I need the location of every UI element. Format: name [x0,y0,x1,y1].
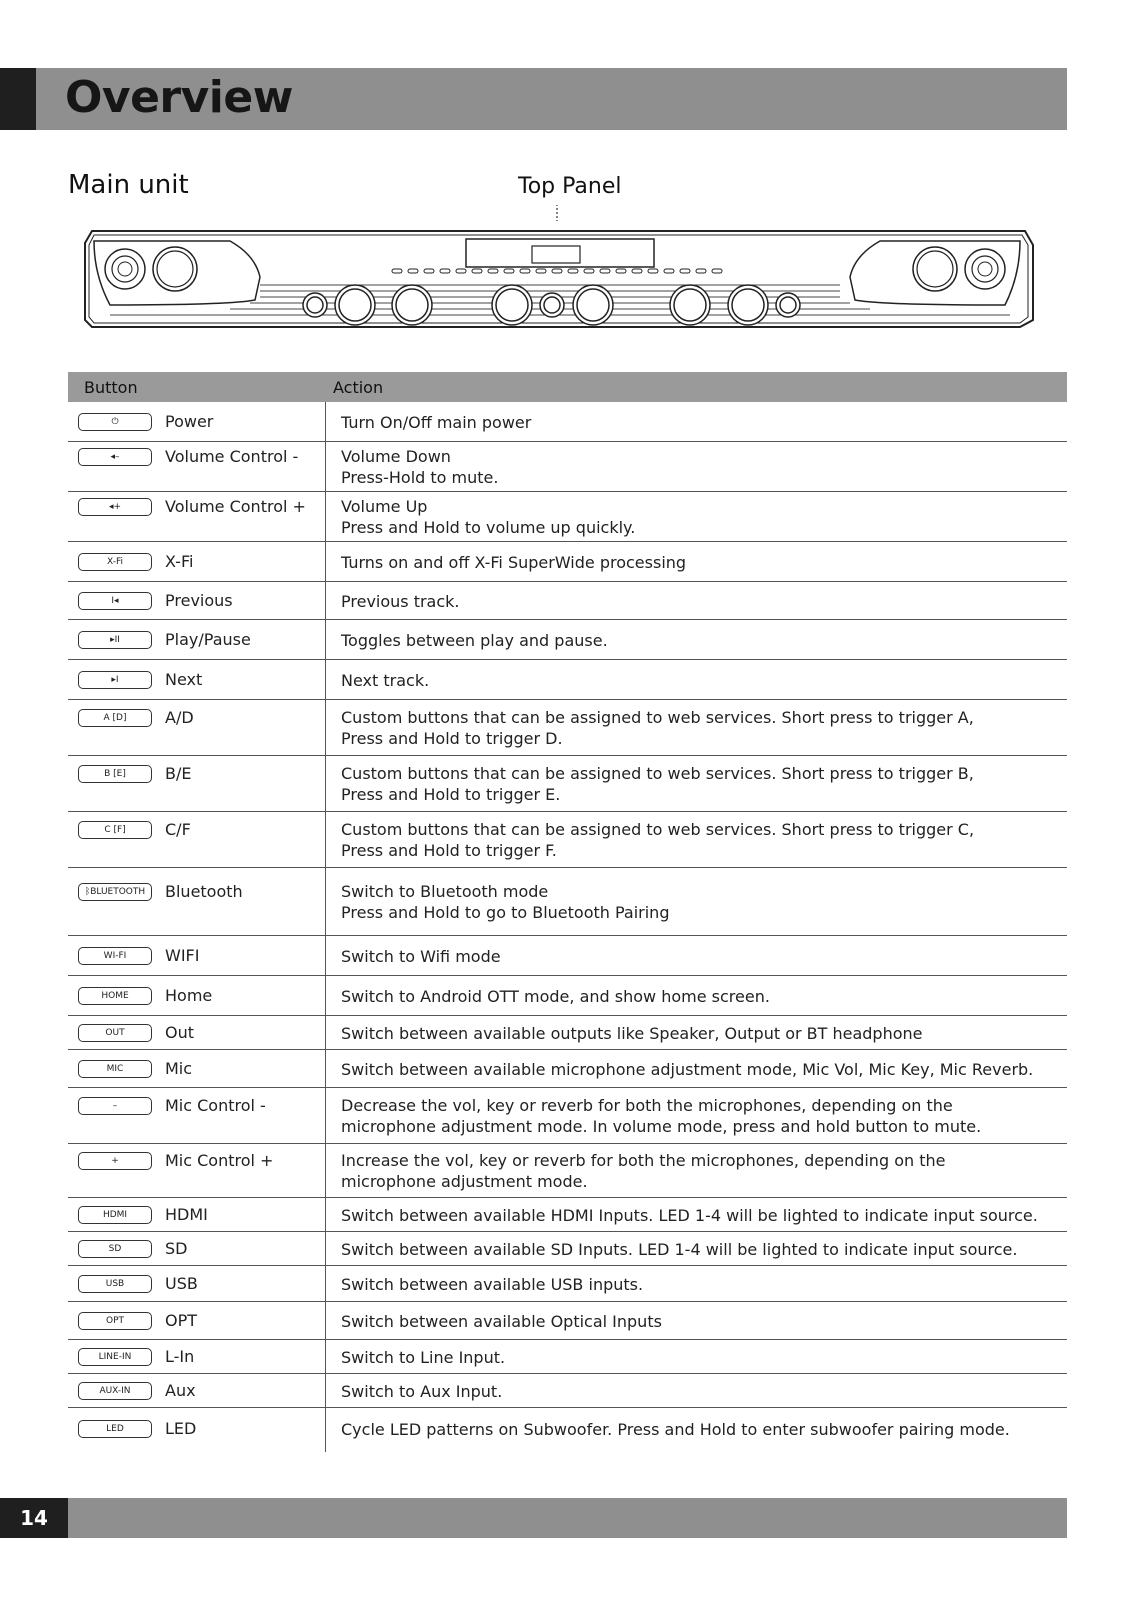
button-name: Power [165,412,214,431]
button-symbol-icon: HOME [78,987,152,1005]
action-line: Press and Hold to trigger F. [341,841,557,860]
action-text [341,1150,945,1192]
button-symbol-icon: USB [78,1275,152,1293]
action-line: Custom buttons that can be assigned to web services. Short press to trigger C, [341,820,975,839]
button-name: Previous [165,591,233,610]
action-line: Switch to Wifi mode [341,946,501,966]
action-line: Switch to Bluetooth mode [341,882,549,901]
button-symbol-icon: ◂+ [78,498,152,516]
section-title: Main unit [68,170,189,200]
button-symbol-icon: I◂ [78,592,152,610]
button-symbol-icon: HDMI [78,1206,152,1224]
header-accent [0,68,36,130]
action-text [341,496,635,538]
table-row [68,1088,1067,1144]
button-symbol-icon: ᛒBLUETOOTH [78,883,152,901]
table-row [68,1408,1067,1450]
action-line: Press and Hold to trigger D. [341,729,563,748]
table-row [68,402,1067,442]
button-symbol-icon: – [78,1097,152,1115]
table-row [68,812,1067,868]
table-row [68,1198,1067,1232]
button-name: USB [165,1274,198,1293]
button-symbol-icon: X-Fi [78,553,152,571]
action-line: Switch between available outputs like Speaker, Output or BT headphone [341,1023,923,1043]
table-row [68,868,1067,936]
button-name: LED [165,1419,197,1438]
button-name: WIFI [165,946,200,965]
button-name: Play/Pause [165,630,251,649]
table-row [68,1144,1067,1198]
table-row [68,1050,1067,1088]
button-name: Volume Control + [165,497,306,516]
button-name: HDMI [165,1205,208,1224]
top-panel-label: Top Panel [518,174,622,199]
action-line: Volume Down [341,447,451,466]
action-text [341,412,531,433]
table-row [68,700,1067,756]
button-symbol-icon: C [F] [78,821,152,839]
action-line: Press and Hold to volume up quickly. [341,518,636,537]
button-name: Volume Control - [165,447,299,466]
table-row [68,936,1067,976]
action-text [341,1023,923,1044]
table-row [68,1232,1067,1266]
button-name: B/E [165,764,192,783]
button-name: C/F [165,820,191,839]
action-text [341,630,608,651]
action-line: microphone adjustment mode. In volume mode, press and hold button to mute. [341,1117,982,1136]
button-name: Aux [165,1381,196,1400]
action-line: Toggles between play and pause. [341,630,608,650]
button-name: Mic Control + [165,1151,274,1170]
button-symbol-icon: ⏻ [78,413,152,431]
action-line: Switch between available Optical Inputs [341,1311,662,1331]
action-line: Custom buttons that can be assigned to web services. Short press to trigger B, [341,764,974,783]
table-body [68,402,1067,1450]
table-row [68,1016,1067,1050]
action-line: Turns on and off X-Fi SuperWide processing [341,552,687,572]
action-line: Switch to Android OTT mode, and show home screen. [341,986,770,1006]
header-button: Button [84,378,138,397]
action-text [341,1347,505,1368]
action-line: Volume Up [341,497,428,516]
button-symbol-icon: ▸II [78,631,152,649]
action-line: microphone adjustment mode. [341,1172,588,1191]
button-name: SD [165,1239,188,1258]
action-text [341,552,686,573]
action-text [341,1311,662,1332]
table-row [68,660,1067,700]
soundbar-illustration [80,205,1050,345]
button-name: Next [165,670,203,689]
action-line: Cycle LED patterns on Subwoofer. Press and Hold to enter subwoofer pairing mode. [341,1419,1010,1439]
action-line: Switch to Aux Input. [341,1381,503,1401]
button-name: Mic [165,1059,193,1078]
button-name: OPT [165,1311,198,1330]
action-line: Press-Hold to mute. [341,468,499,487]
action-line: Press and Hold to trigger E. [341,785,561,804]
action-text [341,763,974,805]
button-name: Bluetooth [165,882,243,901]
table-row [68,1340,1067,1374]
button-name: Home [165,986,213,1005]
action-text [341,670,429,691]
action-text [341,1205,1038,1226]
button-symbol-icon: MIC [78,1060,152,1078]
button-symbol-icon: LINE-IN [78,1348,152,1366]
action-text [341,1274,643,1295]
button-symbol-icon: ▸I [78,671,152,689]
action-text [341,881,669,923]
button-name: Out [165,1023,195,1042]
action-text [341,1239,1017,1260]
table-row [68,1374,1067,1408]
action-line: Custom buttons that can be assigned to web services. Short press to trigger A, [341,708,974,727]
action-text [341,446,498,488]
button-symbol-icon: ◂– [78,448,152,466]
button-table [68,372,1067,1450]
footer-bar [68,1498,1067,1538]
button-symbol-icon: LED [78,1420,152,1438]
button-name: X-Fi [165,552,194,571]
table-row [68,620,1067,660]
action-line: Switch between available SD Inputs. LED 1-4 will be lighted to indicate input source. [341,1239,1018,1259]
button-name: A/D [165,708,194,727]
table-row [68,1302,1067,1340]
action-text [341,1059,1033,1080]
action-text [341,1381,502,1402]
button-symbol-icon: WI-FI [78,947,152,965]
button-name: Mic Control - [165,1096,266,1115]
action-line: Switch between available microphone adjustment mode, Mic Vol, Mic Key, Mic Reverb. [341,1059,1034,1079]
table-row [68,542,1067,582]
table-row [68,442,1067,492]
table-row [68,976,1067,1016]
action-text [341,707,974,749]
action-text [341,1419,1010,1440]
action-line: Decrease the vol, key or reverb for both the microphones, depending on the [341,1096,953,1115]
button-symbol-icon: OPT [78,1312,152,1330]
button-symbol-icon: A [D] [78,709,152,727]
button-name: L-In [165,1347,195,1366]
button-symbol-icon: + [78,1152,152,1170]
page-number: 14 [20,1506,48,1530]
action-line: Next track. [341,670,430,690]
page-title: Overview [65,72,293,123]
table-row [68,1266,1067,1302]
header-action: Action [333,378,384,397]
action-line: Switch between available HDMI Inputs. LED 1-4 will be lighted to indicate input source. [341,1205,1038,1225]
button-symbol-icon: AUX-IN [78,1382,152,1400]
action-line: Press and Hold to go to Bluetooth Pairing [341,903,670,922]
button-symbol-icon: B [E] [78,765,152,783]
table-row [68,492,1067,542]
action-line: Previous track. [341,591,460,611]
action-line: Switch to Line Input. [341,1347,506,1367]
action-line: Switch between available USB inputs. [341,1274,644,1294]
table-row [68,756,1067,812]
table-header [68,372,1067,402]
action-line: Turn On/Off main power [341,412,532,432]
action-line: Increase the vol, key or reverb for both the microphones, depending on the [341,1151,946,1170]
action-text [341,819,974,861]
action-text [341,946,501,967]
button-symbol-icon: SD [78,1240,152,1258]
action-text [341,986,770,1007]
button-symbol-icon: OUT [78,1024,152,1042]
action-text [341,591,460,612]
action-text [341,1095,981,1137]
table-row [68,582,1067,620]
